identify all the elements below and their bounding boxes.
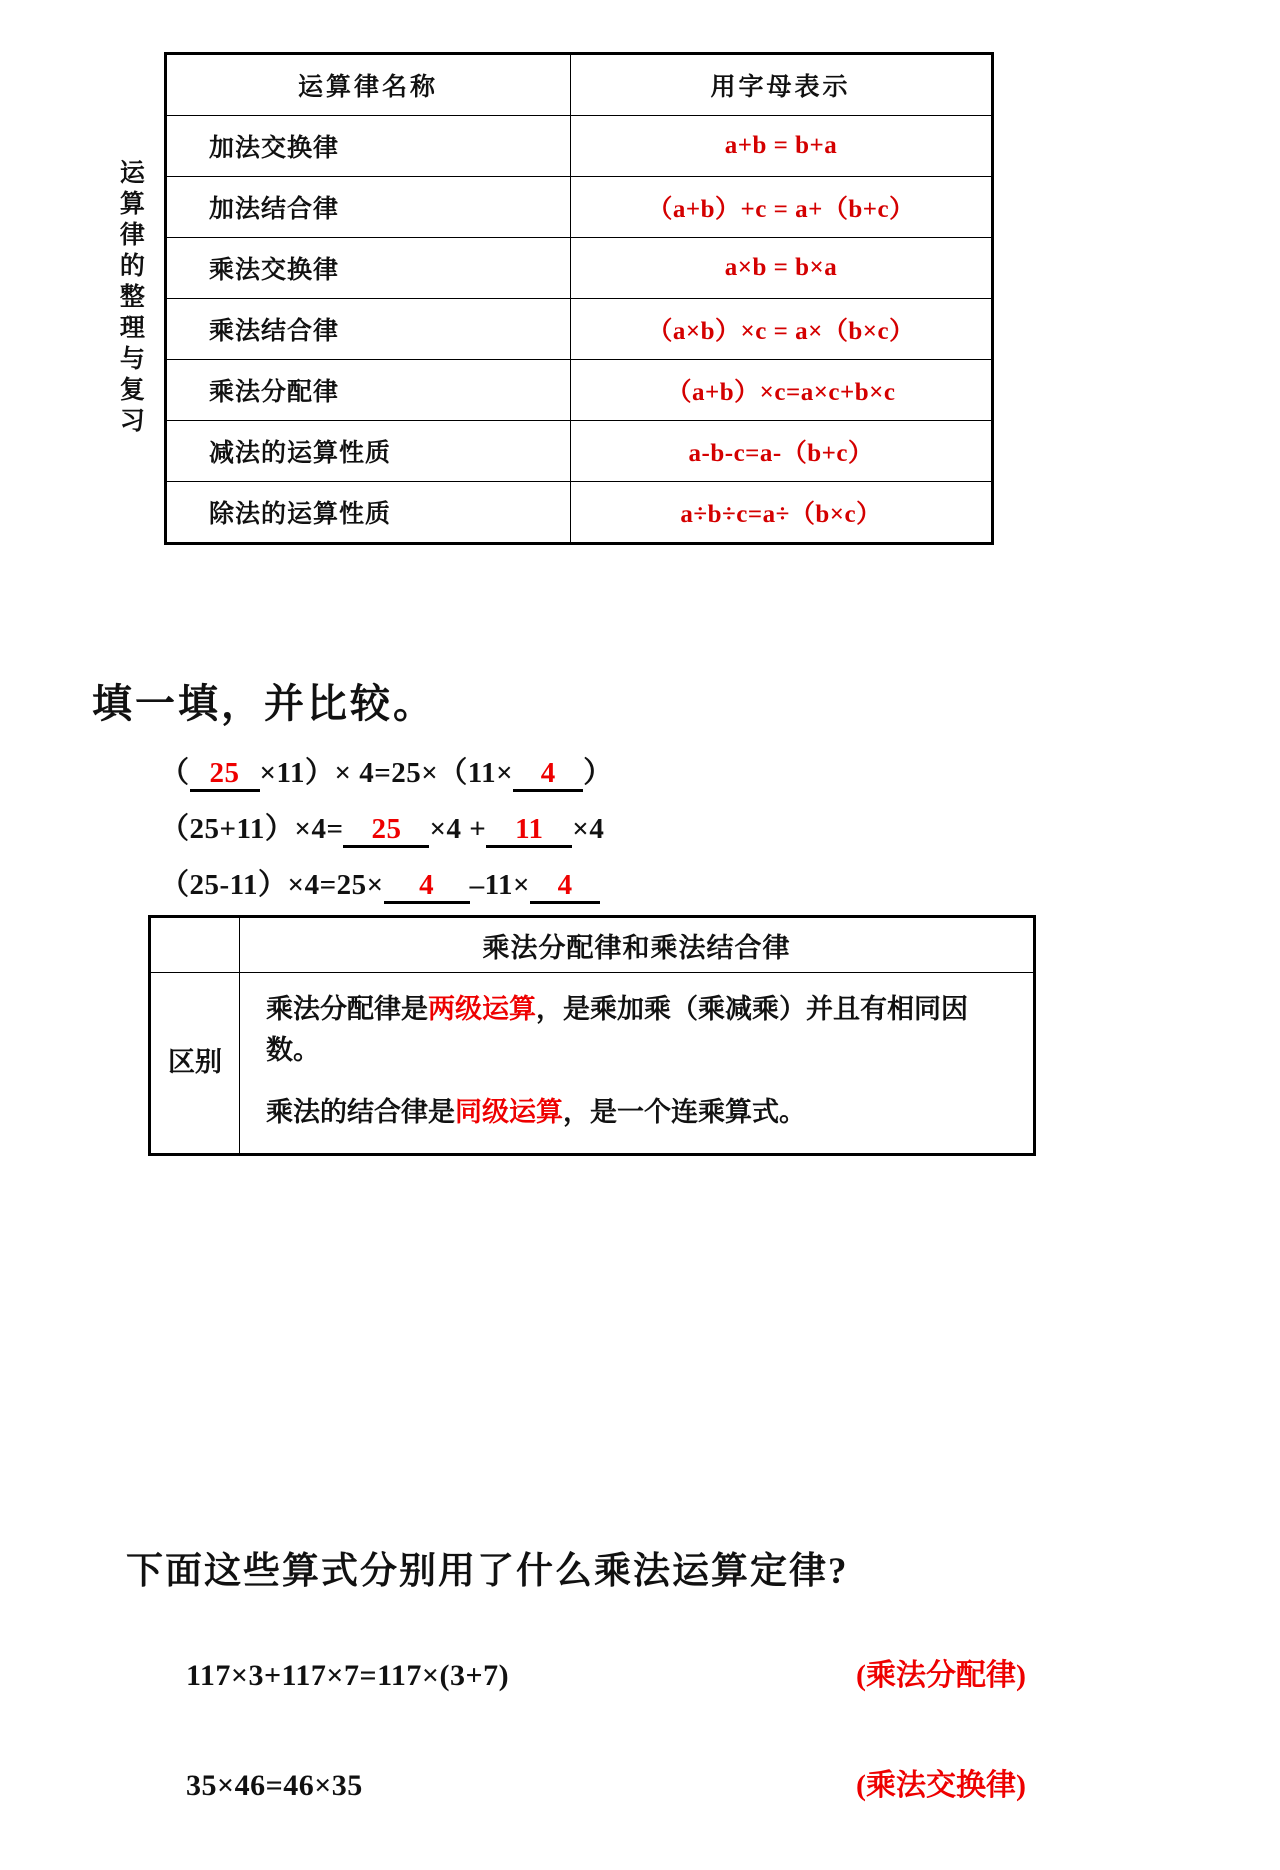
law-expression: a÷b÷c=a÷（b×c） (571, 482, 993, 544)
fill-in-equation-3 (160, 857, 1020, 913)
law-name: 加法结合律 (166, 177, 571, 238)
equation-part: （25-11）×4=25× (160, 869, 384, 901)
answer-blank[interactable]: 25 (190, 759, 260, 792)
law-name: 乘法交换律 (166, 238, 571, 299)
example-answer-tag: (乘法分配律) (856, 1659, 1026, 1692)
law-expression: （a×b）×c = a×（b×c） (571, 299, 993, 360)
law-expression: a×b = b×a (571, 238, 993, 299)
table-row (166, 360, 993, 421)
fill-in-equation-1 (160, 745, 1020, 801)
equation-part: ×4 (572, 813, 605, 845)
comparison-line-2-post: ，是一个连乘算式。 (563, 1097, 806, 1127)
laws-section (98, 52, 998, 545)
table-row (166, 116, 993, 177)
law-expression: a+b = b+a (571, 116, 993, 177)
laws-side-title-text: 运算律的整理与复习 (116, 159, 144, 438)
comparison-line-2-highlight: 同级运算 (455, 1097, 563, 1127)
answer-blank[interactable]: 25 (343, 815, 429, 848)
law-name: 除法的运算性质 (166, 482, 571, 544)
equation-part: ×4 + (429, 813, 487, 845)
law-expression: a-b-c=a-（b+c） (571, 421, 993, 482)
comparison-line-2-pre: 乘法的结合律是 (266, 1097, 455, 1127)
law-name: 减法的运算性质 (166, 421, 571, 482)
example-answer-tag: (乘法交换律) (856, 1769, 1026, 1802)
column-header-name: 运算律名称 (166, 54, 571, 116)
example-expression: 117×3+117×7=117×(3+7) (186, 1659, 510, 1692)
law-name: 乘法结合律 (166, 299, 571, 360)
table-row (166, 299, 993, 360)
example-row (186, 1760, 1086, 1870)
column-header-expression: 用字母表示 (571, 54, 993, 116)
law-name: 乘法分配律 (166, 360, 571, 421)
comparison-line-1-post: ，是乘加乘（乘减乘）并且有相同因数。 (266, 994, 968, 1065)
comparison-row-label: 区别 (150, 973, 240, 1155)
comparison-line-1 (266, 989, 1007, 1070)
table-row (166, 421, 993, 482)
law-name: 加法交换律 (166, 116, 571, 177)
example-row (186, 1650, 1086, 1760)
answer-blank[interactable]: 4 (384, 871, 470, 904)
table-row (166, 238, 993, 299)
comparison-body-row (150, 973, 1035, 1155)
comparison-line-1-pre: 乘法分配律是 (266, 994, 428, 1024)
laws-side-title (98, 52, 164, 545)
equation-part: ） (583, 757, 613, 789)
comparison-body (240, 973, 1035, 1155)
comparison-line-2 (266, 1092, 1007, 1133)
table-header-row (166, 54, 993, 116)
comparison-corner-cell (150, 917, 240, 973)
equation-part: （ (160, 757, 190, 789)
fill-in-equation-2 (160, 801, 1020, 857)
comparison-line-1-highlight: 两级运算 (428, 994, 536, 1024)
answer-blank[interactable]: 4 (530, 871, 600, 904)
question-heading: 下面这些算式分别用了什么乘法运算定律? (126, 1551, 849, 1592)
comparison-title: 乘法分配律和乘法结合律 (240, 917, 1035, 973)
law-expression: （a+b）×c=a×c+b×c (571, 360, 993, 421)
example-expression: 35×46=46×35 (186, 1769, 363, 1802)
equation-part: ×11）× 4=25×（11× (259, 757, 514, 789)
answer-blank[interactable]: 11 (486, 815, 572, 848)
comparison-header-row (150, 917, 1035, 973)
equation-part: –11× (469, 869, 531, 901)
comparison-section (148, 915, 1036, 1156)
law-expression: （a+b）+c = a+（b+c） (571, 177, 993, 238)
fill-in-heading: 填一填，并比较。 (92, 681, 436, 726)
equation-part: （25+11）×4= (160, 813, 344, 845)
operation-laws-table (164, 52, 994, 545)
comparison-table (148, 915, 1036, 1156)
example-list (186, 1650, 1086, 1870)
table-row (166, 177, 993, 238)
table-row (166, 482, 993, 544)
answer-blank[interactable]: 4 (513, 759, 583, 792)
fill-in-equation-list (160, 745, 1020, 913)
